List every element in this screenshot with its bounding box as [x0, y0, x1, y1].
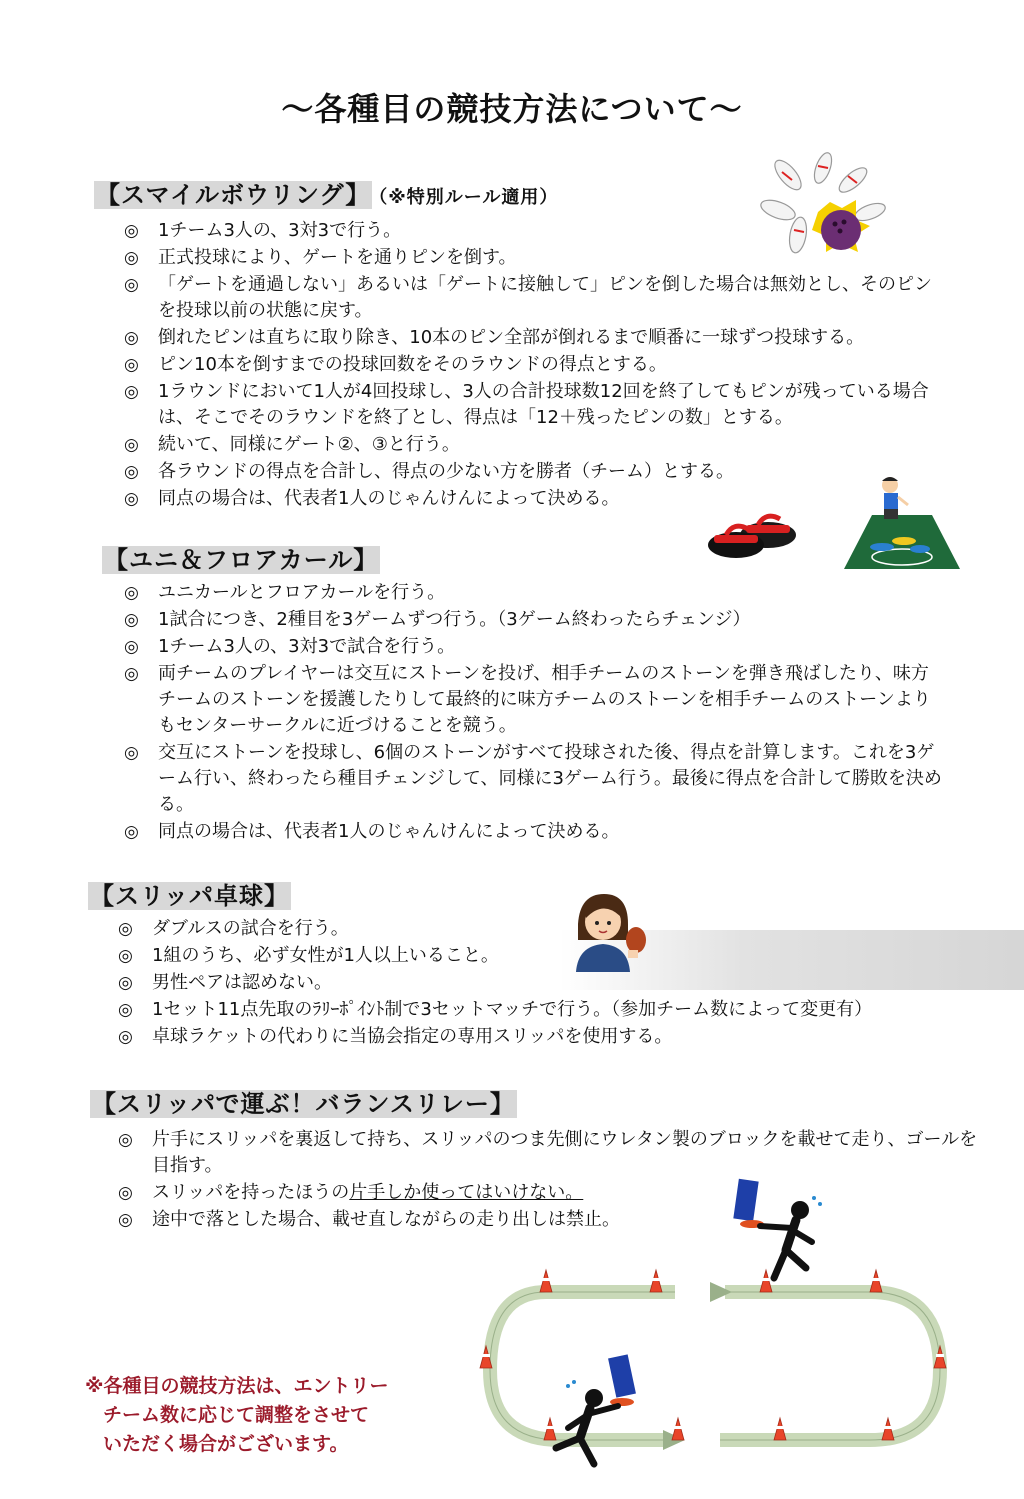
bullet-icon: ◎ [124, 328, 139, 348]
heading-relay-text: 【スリッパで運ぶ！バランスリレー】 [92, 1090, 515, 1118]
section-heading-bowling [94, 175, 558, 210]
list-item: ◎ 1セット11点先取のﾗﾘｰﾎﾟｲﾝﾄ制で3セットマッチで行う。（参加チーム数によって変更有） [118, 997, 938, 1023]
bullet-icon: ◎ [124, 355, 139, 375]
bullet-icon: ◎ [118, 1027, 133, 1047]
bullet-icon: ◎ [124, 221, 139, 241]
footnote-line: いただく場合がございます。 [103, 1433, 349, 1455]
bullet-icon: ◎ [118, 919, 133, 939]
bullet-icon: ◎ [118, 973, 133, 993]
bullet-icon: ◎ [124, 462, 139, 482]
bullet-icon: ◎ [118, 1183, 133, 1203]
list-item: ◎ 同点の場合は、代表者1人のじゃんけんによって決める。 [124, 486, 934, 512]
list-item: ◎ 正式投球により、ゲートを通りピンを倒す。 [124, 245, 934, 271]
footnote-line: チーム数に応じて調整をさせて [103, 1404, 370, 1426]
section-heading-table-tennis [88, 876, 291, 911]
list-item: ◎ ダブルスの試合を行う。 [118, 916, 938, 942]
underlined-text: 片手しか使ってはいけない。 [349, 1182, 584, 1203]
bullet-icon: ◎ [118, 1210, 133, 1230]
bullet-icon: ◎ [124, 743, 139, 763]
heading-bowling-note: （※特別ルール適用） [378, 187, 559, 208]
list-item: ◎ 途中で落とした場合、載せ直しながらの走り出しは禁止。 [118, 1207, 978, 1233]
runner-icon [733, 1179, 822, 1278]
list-item: ◎ 「ゲートを通過しない」あるいは「ゲートに接触して」ピンを倒した場合は無効とし、そのピンを投球以前の状態に戻す。 [124, 274, 932, 321]
bullet-icon: ◎ [124, 382, 139, 402]
footnote [85, 1372, 415, 1459]
section-heading-relay [90, 1084, 517, 1119]
bullet-icon: ◎ [124, 435, 139, 455]
bullet-icon: ◎ [124, 637, 139, 657]
list-item: ◎ 続いて、同様にゲート②、③と行う。 [124, 432, 934, 458]
heading-table-tennis-text: 【スリッパ卓球】 [90, 882, 290, 910]
rule-list-table-tennis [118, 916, 938, 1051]
list-item: ◎ 両チームのプレイヤーは交互にストーンを投げ、相手チームのストーンを弾き飛ばしたり、味方チームのストーンを援護したりして最終的に味方チームのストーンを相手チームのストーンよりもセンターサークルに近づけることを競う。 [124, 663, 931, 736]
list-item: ◎ スリッパを持ったほうの片手しか使ってはいけない。 [118, 1180, 978, 1206]
bullet-icon: ◎ [118, 1000, 133, 1020]
bullet-icon: ◎ [124, 610, 139, 630]
list-item: ◎ 交互にストーンを投球し、6個のストーンがすべて投球された後、得点を計算します。これを3ゲーム行い、終わったら種目チェンジして、同様に3ゲーム行う。最後に得点を合計して勝敗を決める。 [124, 742, 942, 815]
list-item: ◎ 卓球ラケットの代わりに当協会指定の専用スリッパを使用する。 [118, 1024, 938, 1050]
floor-curl-player-icon [842, 475, 962, 571]
bullet-icon: ◎ [124, 489, 139, 509]
list-item: ◎ 各ラウンドの得点を合計し、得点の少ない方を勝者（チーム）とする。 [124, 459, 934, 485]
list-item: ◎ 1ラウンドにおいて1人が4回投球し、3人の合計投球数12回を終了してもピンが残っている場合は、そこでそのラウンドを終了とし、得点は「12＋残ったピンの数」とする。 [124, 381, 929, 428]
list-item: ◎ 1チーム3人の、3対3で行う。 [124, 218, 934, 244]
bullet-icon: ◎ [124, 275, 139, 295]
rule-list-bowling [124, 218, 934, 513]
footnote-line: ※各種目の競技方法は、エントリー [85, 1375, 389, 1397]
heading-curling-text: 【ユニ＆フロアカール】 [104, 546, 379, 574]
heading-bowling-text: 【スマイルボウリング】 [96, 181, 371, 209]
list-item: ◎ 1試合につき、2種目を3ゲームずつ行う。（3ゲーム終わったらチェンジ） [124, 607, 944, 633]
curling-stones-icon [706, 505, 798, 563]
bullet-icon: ◎ [124, 583, 139, 603]
list-item: ◎ ユニカールとフロアカールを行う。 [124, 580, 944, 606]
list-item: ◎ 1組のうち、必ず女性が1人以上いること。 [118, 943, 938, 969]
list-item: ◎ 倒れたピンは直ちに取り除き、10本のピン全部が倒れるまで順番に一球ずつ投球する。 [124, 325, 934, 351]
bullet-icon: ◎ [124, 248, 139, 268]
bullet-icon: ◎ [124, 664, 139, 684]
list-item: ◎ 1チーム3人の、3対3で試合を行う。 [124, 634, 944, 660]
relay-track-diagram [470, 1170, 970, 1490]
bullet-icon: ◎ [118, 946, 133, 966]
list-item: ◎ 男性ペアは認めない。 [118, 970, 938, 996]
bullet-icon: ◎ [124, 822, 139, 842]
section-heading-curling [102, 540, 380, 575]
list-item: ◎ 片手にスリッパを裏返して持ち、スリッパのつま先側にウレタン製のブロックを載せて走り、ゴールを目指す。 [118, 1129, 978, 1176]
rule-list-curling [124, 580, 944, 846]
runner-icon [556, 1354, 636, 1464]
bowling-pins-icon [758, 150, 888, 260]
list-item: ◎ 同点の場合は、代表者1人のじゃんけんによって決める。 [124, 819, 944, 845]
page-title: 〜各種目の競技方法について〜 [281, 90, 743, 128]
list-item: ◎ ピン10本を倒すまでの投球回数をそのラウンドの得点とする。 [124, 352, 934, 378]
bullet-icon: ◎ [118, 1130, 133, 1150]
table-tennis-player-icon [570, 890, 654, 972]
